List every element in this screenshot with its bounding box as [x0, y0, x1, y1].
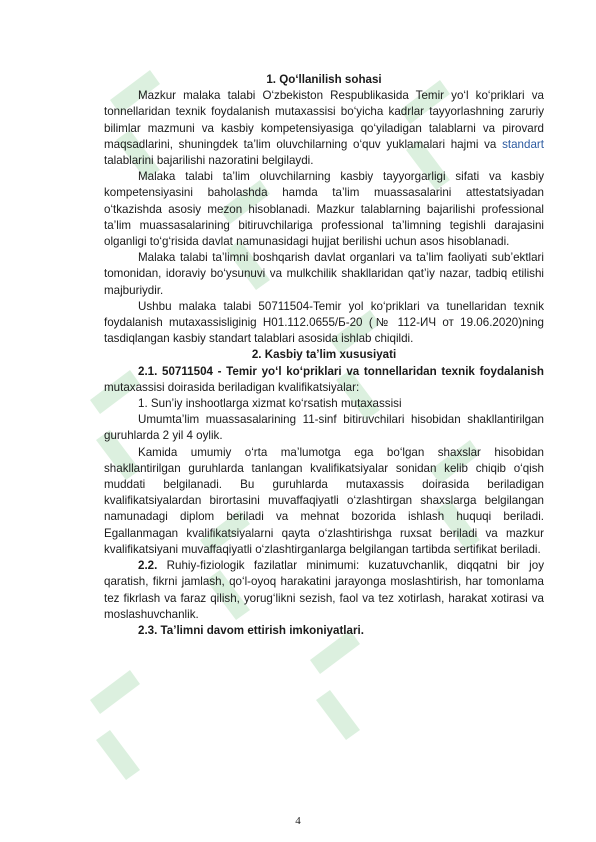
paragraph — [104, 88, 544, 169]
paragraph: 1. Sun’iy inshootlarga xizmat ko‘rsatish mutaxassisi — [138, 397, 402, 411]
document-body — [104, 72, 544, 639]
section-heading-scope: 1. Qo‘llanilish sohasi — [266, 73, 382, 86]
paragraph-text: talablarini bajarilishi nazoratini belgilaydi. — [104, 154, 314, 168]
page-number: 4 — [295, 815, 301, 827]
bold-text: 2.3. Ta’limni davom ettirish imkoniyatlari. — [138, 623, 364, 637]
paragraph-text: Ruhiy-fiziologik fazilatlar minimumi: kuzatuvchanlik, diqqatni bir joy qaratish, fikrni jamlash, qo‘l-oyoq harakatini jarayonga moslashtirish, har tomonlama tez fikrlash va faraz qilish, yorug‘likni sezish, faol va tez xotirlash, harakat xotirasi va moslashuvchanlik. — [104, 559, 544, 621]
paragraph-text: mutaxassisi doirasida beriladigan kvalifikatsiyalar: — [104, 380, 360, 394]
paragraph: Ushbu malaka talabi 50711504-Temir yol ko‘priklari va tunellaridan texnik foydalanish mutaxassisliginig H01.112.0655/Б-20 (№ 112-ИЧ от 19.06.2020)ning tasdiqlangan kasbiy standart talablari asosida ishlab chiqildi. — [104, 299, 544, 346]
paragraph: Malaka talabi ta’lim oluvchilarning kasbiy tayyorgarligi sifati va kasbiy kompetensiyasini baholashda hamda ta’lim muassasalarini attestatsiyadan o‘tkazishda asosiy mezon hisoblanadi. Mazkur talablarning bajarilishi professional ta’lim muassasalarining bitiruvchilariga professional ta’limning tegishli darajasini olganligi to‘g‘risida davlat namunasidagi hujjat berilishi uchun asos hisoblanadi. — [104, 170, 544, 249]
bold-text: 2.2. — [138, 559, 158, 573]
section-heading-education: 2. Kasbiy ta’lim xususiyati — [251, 348, 397, 362]
paragraph — [104, 623, 544, 639]
paragraph: Umumta’lim muassasalarining 11-sinf bitiruvchilari hisobidan shakllantirilgan guruhlarda 2 yil 4 oylik. — [104, 413, 544, 443]
paragraph: Kamida umumiy o‘rta ma’lumotga ega bo‘lgan shaxslar hisobidan shakllantirilgan guruhlarda tanlangan kvalifikatsiyalar sonidan kelib chiqib o‘qish muddati belgilanadi. Bu guruhlarda mutaxassis doirasida beriladigan kvalifikatsiyalardan birortasini muvaffaqiyatli o‘zlashtirgan shaxslarga belgilangan namunadagi diplom beriladi va mehnat bozorida ishlash huquqi beriladi. Egallanmagan kvalifikatsiyalarni qayta o‘zlashtirishga ruxsat beriladi va mazkur kvalifikatsiyani muvaffaqiyatli o‘zlashtirganlarga belgilangan tartibda sertifikat beriladi. — [104, 445, 544, 556]
paragraph — [104, 364, 544, 396]
bold-text: 2.1. 50711504 - Temir yo‘l ko‘priklari va tonnellaridan texnik foydalanish — [138, 364, 544, 378]
paragraph — [104, 558, 544, 623]
paragraph-text: Mazkur malaka talabi O‘zbekiston Respublikasida Temir yo‘l ko‘priklari va tonnellaridan texnik foydalanish mutaxassisi bo‘yicha kadrlar tayyorlashning zaruriy bilimlar mazmuni va kasbiy kompetensiyasiga qo‘yiladigan talablarni va pirovard maqsadlarini, shuningdek ta’lim oluvchilarning o‘quv yuklamalari hajmi va — [104, 89, 544, 151]
highlighted-word: standart — [502, 137, 544, 151]
paragraph: Malaka talabi ta’limni boshqarish davlat organlari va ta’lim faoliyati sub’ektlari tomonidan, idoraviy bo‘ysunuvi va mulkchilik shakllaridan qat’iy nazar, tadbiq etilishi majburiydir. — [104, 251, 544, 297]
